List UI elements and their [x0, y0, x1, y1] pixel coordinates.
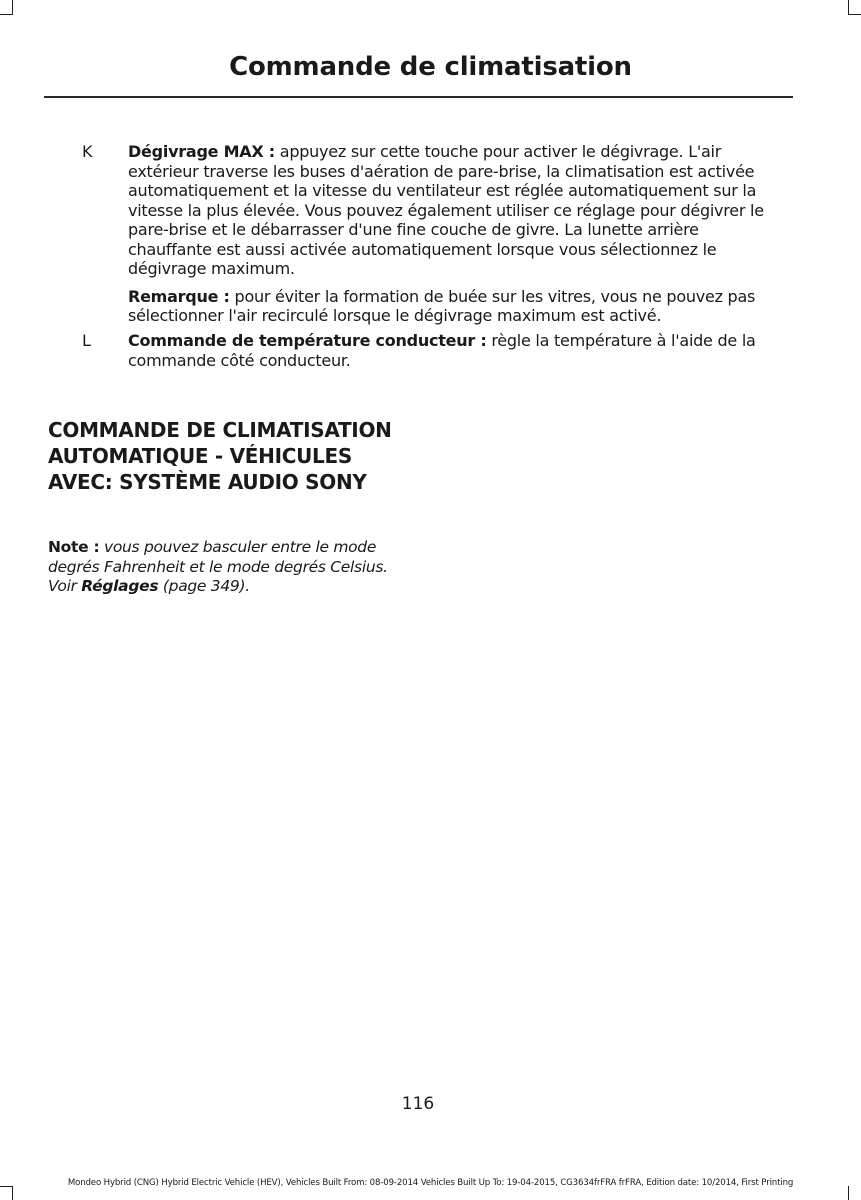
item-body [128, 142, 787, 279]
section-heading: COMMANDE DE CLIMATISATION AUTOMATIQUE - VÉHICULES AVEC: SYSTÈME AUDIO SONY [48, 418, 392, 494]
list-item-l [82, 331, 787, 370]
item-term: Commande de température conducteur : [128, 331, 487, 350]
crop-mark-top-left [12, 0, 13, 14]
crop-mark-top-right [848, 0, 849, 14]
crop-mark-bottom-left [12, 1186, 13, 1200]
item-text: règle la température à l'aide de la commande côté conducteur. [128, 331, 756, 370]
item-term: Dégivrage MAX : [128, 142, 275, 161]
remark-term: Remarque : [128, 286, 230, 306]
crop-mark-top-left-h [0, 14, 13, 15]
note-label: Note : [48, 538, 100, 556]
item-body [128, 331, 787, 370]
note-link[interactable]: Réglages [81, 577, 159, 595]
crop-mark-bottom-right [848, 1186, 849, 1200]
page-title: Commande de climatisation [229, 52, 632, 82]
note [48, 538, 408, 597]
note-page-ref: (page 349). [158, 577, 250, 595]
note-text: vous pouvez basculer entre le mode degrés Fahrenheit et le mode degrés Celsius. Voir [48, 538, 388, 595]
remark-text: pour éviter la formation de buée sur les vitres, vous ne pouvez pas sélectionner l'air recirculé lorsque le dégivrage maximum est activé. [128, 286, 756, 325]
item-letter: L [82, 331, 91, 350]
item-letter: K [82, 142, 93, 161]
header-divider [44, 96, 793, 98]
page-number: 116 [401, 1094, 435, 1114]
footer: Mondeo Hybrid (CNG) Hybrid Electric Vehicle (HEV), Vehicles Built From: 08-09-2014 Vehicles Built Up To: 19-04-2015, CG3634frFRA frFRA, Edition date: 10/2014, First Printing [67, 1178, 794, 1188]
item-text: appuyez sur cette touche pour activer le dégivrage. L'air extérieur traverse les buses d'aération de pare-brise, la climatisation est activée automatiquement et la vitesse du ventilateur est réglée automatiquement sur la vitesse la plus élevée. Vous pouvez également utiliser ce réglage pour dégivrer le pare-brise et le débarrasser d'une fine couche de givre. La lunette arrière chauffante est aussi activée automatiquement lorsque vous sélectionnez le dégivrage maximum. [128, 142, 764, 278]
crop-mark-top-right-h [848, 14, 861, 15]
item-remark [128, 287, 787, 326]
list-item-k [82, 142, 787, 326]
